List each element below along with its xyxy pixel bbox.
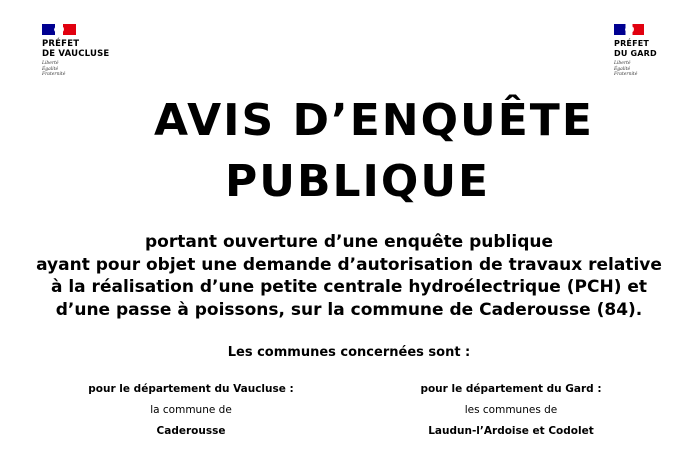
vaucluse-department-block	[41, 379, 341, 442]
subtitle-line: d’une passe à poissons, sur la commune de Caderousse (84).	[55, 299, 643, 320]
department-label: pour le département du Gard :	[420, 383, 602, 395]
department-intro: les communes de	[464, 404, 558, 416]
communes-heading: Les communes concernées sont :	[227, 345, 471, 360]
page-title-line-2: PUBLIQUE	[225, 156, 491, 207]
marianne-flag-icon	[42, 24, 76, 35]
department-communes: Laudun-l’Ardoise et Codolet	[428, 425, 594, 437]
department-label: pour le département du Vaucluse :	[88, 383, 294, 395]
republic-motto: Liberté Égalité Fraternité	[614, 61, 638, 77]
logo-line-department: DU GARD	[614, 49, 657, 58]
subtitle-line: ayant pour objet une demande d’autorisation de travaux relative	[36, 254, 662, 275]
logo-line-department: DE VAUCLUSE	[42, 49, 110, 59]
prefet-gard-logo	[614, 24, 657, 78]
marianne-flag-icon	[614, 24, 644, 35]
subtitle-line: portant ouverture d’une enquête publique	[145, 232, 553, 252]
logo-line-prefet: PRÉFET	[42, 39, 80, 49]
republic-motto: Liberté Égalité Fraternité	[42, 61, 66, 77]
page-title-line-1: AVIS D’ENQUÊTE	[154, 95, 594, 146]
prefet-vaucluse-logo	[42, 24, 109, 78]
notice-subtitle	[0, 231, 698, 321]
logo-line-prefet: PRÉFET	[614, 39, 650, 48]
gard-department-block	[361, 379, 661, 442]
subtitle-line: à la réalisation d’une petite centrale hydroélectrique (PCH) et	[50, 277, 648, 297]
department-intro: la commune de	[150, 404, 232, 416]
department-communes: Caderousse	[156, 425, 226, 437]
